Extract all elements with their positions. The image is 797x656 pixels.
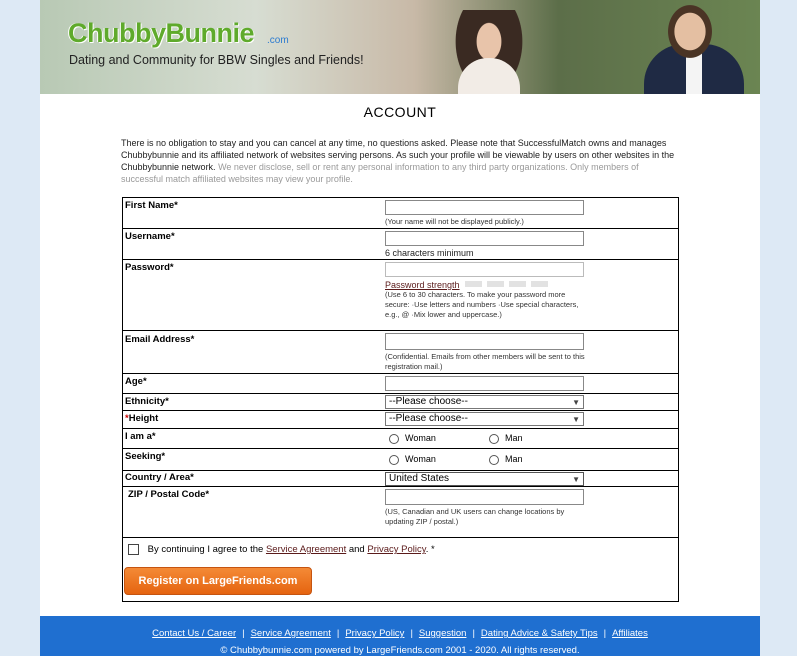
email-input[interactable] [385, 333, 584, 350]
row-email [123, 331, 678, 374]
seeking-label: Seeking* [125, 451, 166, 462]
footer-separator: | [603, 628, 607, 639]
man-photo [658, 0, 722, 70]
row-seeking [123, 449, 678, 471]
footer-links [40, 628, 760, 639]
first-name-hint: (Your name will not be displayed publicly.) [385, 217, 524, 226]
agreement-line [128, 544, 435, 555]
footer [40, 616, 760, 656]
site-logo-suffix: .com [267, 35, 289, 46]
country-select[interactable] [385, 472, 584, 486]
age-label: Age* [125, 376, 147, 387]
agree-prefix: By continuing I agree to the [147, 544, 264, 556]
chevron-down-icon: ▼ [572, 475, 580, 484]
zip-input[interactable] [385, 489, 584, 505]
i-am-man-label: Man [505, 433, 523, 443]
register-button[interactable]: Register on LargeFriends.com [124, 567, 312, 595]
row-country [123, 471, 678, 487]
zip-label: ZIP / Postal Code* [128, 489, 210, 500]
intro-main: There is no obligation to stay and you can cancel at any time, no questions asked. Please note that SuccessfulMatch owns and manages Chubbybunnie and its affiliated network of websites serving persons. As such your profile will be viewable by users on other websites in the Chubbybunnie network. [121, 138, 675, 172]
row-first-name [123, 198, 678, 229]
footer-link-affiliates[interactable]: Affiliates [612, 628, 648, 639]
footer-separator: | [410, 628, 413, 639]
height-select[interactable] [385, 412, 584, 426]
header-banner [40, 0, 760, 94]
seeking-woman-label: Woman [405, 454, 436, 464]
footer-copyright: © Chubbybunnie.com powered by LargeFriends.com 2001 - 2020. All rights reserved. [220, 645, 580, 656]
page [40, 0, 760, 656]
row-ethnicity [123, 394, 678, 411]
password-label: Password* [125, 262, 174, 273]
footer-separator: | [242, 628, 245, 639]
agree-suffix: . * [425, 544, 435, 556]
country-label: Country / Area* [125, 472, 194, 483]
privacy-policy-link[interactable]: Privacy Policy [367, 544, 426, 556]
username-label: Username* [125, 231, 175, 242]
password-input[interactable] [385, 262, 584, 277]
password-hint: (Use 6 to 30 characters. To make your password more secure: ·Use letters and numbers ·Use special characters, e.g., @ ·Mix lower and uppercase.) [385, 290, 579, 319]
age-input[interactable] [385, 376, 584, 391]
zip-hint: (US, Canadian and UK users can change locations by updating ZIP / postal.) [385, 507, 565, 526]
first-name-input[interactable] [385, 200, 584, 215]
strength-bar-2 [487, 281, 504, 287]
height-required-star: * [125, 413, 129, 424]
row-password [123, 260, 678, 331]
password-strength-label: Password strength [385, 280, 460, 290]
i-am-woman-radio[interactable] [389, 433, 436, 444]
i-am-woman-label: Woman [405, 433, 436, 443]
strength-bar-4 [531, 281, 548, 287]
row-zip [123, 487, 678, 538]
i-am-label: I am a* [125, 431, 156, 442]
registration-form [122, 197, 679, 602]
email-hint: (Confidential. Emails from other members will be sent to this registration mail.) [385, 352, 585, 371]
row-i-am [123, 429, 678, 449]
strength-bar-3 [509, 281, 526, 287]
footer-separator: | [336, 628, 340, 639]
email-label: Email Address* [125, 334, 195, 345]
first-name-label: First Name* [125, 200, 178, 211]
service-agreement-link[interactable]: Service Agreement [265, 544, 347, 556]
ethnicity-selected: --Please choose-- [389, 396, 468, 407]
seeking-woman-radio[interactable] [389, 454, 436, 465]
row-username [123, 229, 678, 260]
radio-circle-icon [489, 455, 499, 465]
footer-link-contact[interactable]: Contact Us / Career [152, 628, 237, 639]
seeking-man-radio[interactable] [489, 454, 523, 465]
intro-muted: We never disclose, sell or rent any personal information to any third party organizations. Only members of successful match affiliated websites may view your profile. [121, 162, 639, 184]
intro-text [121, 137, 681, 185]
footer-link-privacy[interactable]: Privacy Policy [345, 628, 405, 639]
ethnicity-select[interactable] [385, 395, 584, 409]
height-label-text: Height [128, 413, 159, 424]
site-tagline: Dating and Community for BBW Singles and Friends! [69, 53, 364, 67]
agree-and: and [348, 544, 365, 556]
country-selected: United States [389, 473, 450, 484]
username-hint: 6 characters minimum [385, 248, 474, 258]
footer-separator: | [472, 628, 475, 639]
footer-link-dating-advice[interactable]: Dating Advice & Safety Tips [480, 628, 598, 639]
row-height [123, 411, 678, 429]
chevron-down-icon: ▼ [572, 415, 580, 424]
row-age [123, 374, 678, 394]
footer-link-service-agreement[interactable]: Service Agreement [250, 628, 331, 639]
agree-checkbox[interactable] [128, 544, 139, 555]
radio-circle-icon [389, 434, 399, 444]
height-selected: --Please choose-- [389, 413, 468, 424]
i-am-man-radio[interactable] [489, 433, 523, 444]
height-label [125, 413, 158, 424]
username-input[interactable] [385, 231, 584, 246]
radio-circle-icon [389, 455, 399, 465]
chevron-down-icon: ▼ [572, 398, 580, 407]
site-logo[interactable]: ChubbyBunnie [68, 18, 254, 48]
strength-bar-1 [465, 281, 482, 287]
ethnicity-label: Ethnicity* [125, 396, 169, 407]
page-title: ACCOUNT [363, 104, 437, 120]
radio-circle-icon [489, 434, 499, 444]
seeking-man-label: Man [505, 454, 523, 464]
footer-link-suggestion[interactable]: Suggestion [418, 628, 467, 639]
